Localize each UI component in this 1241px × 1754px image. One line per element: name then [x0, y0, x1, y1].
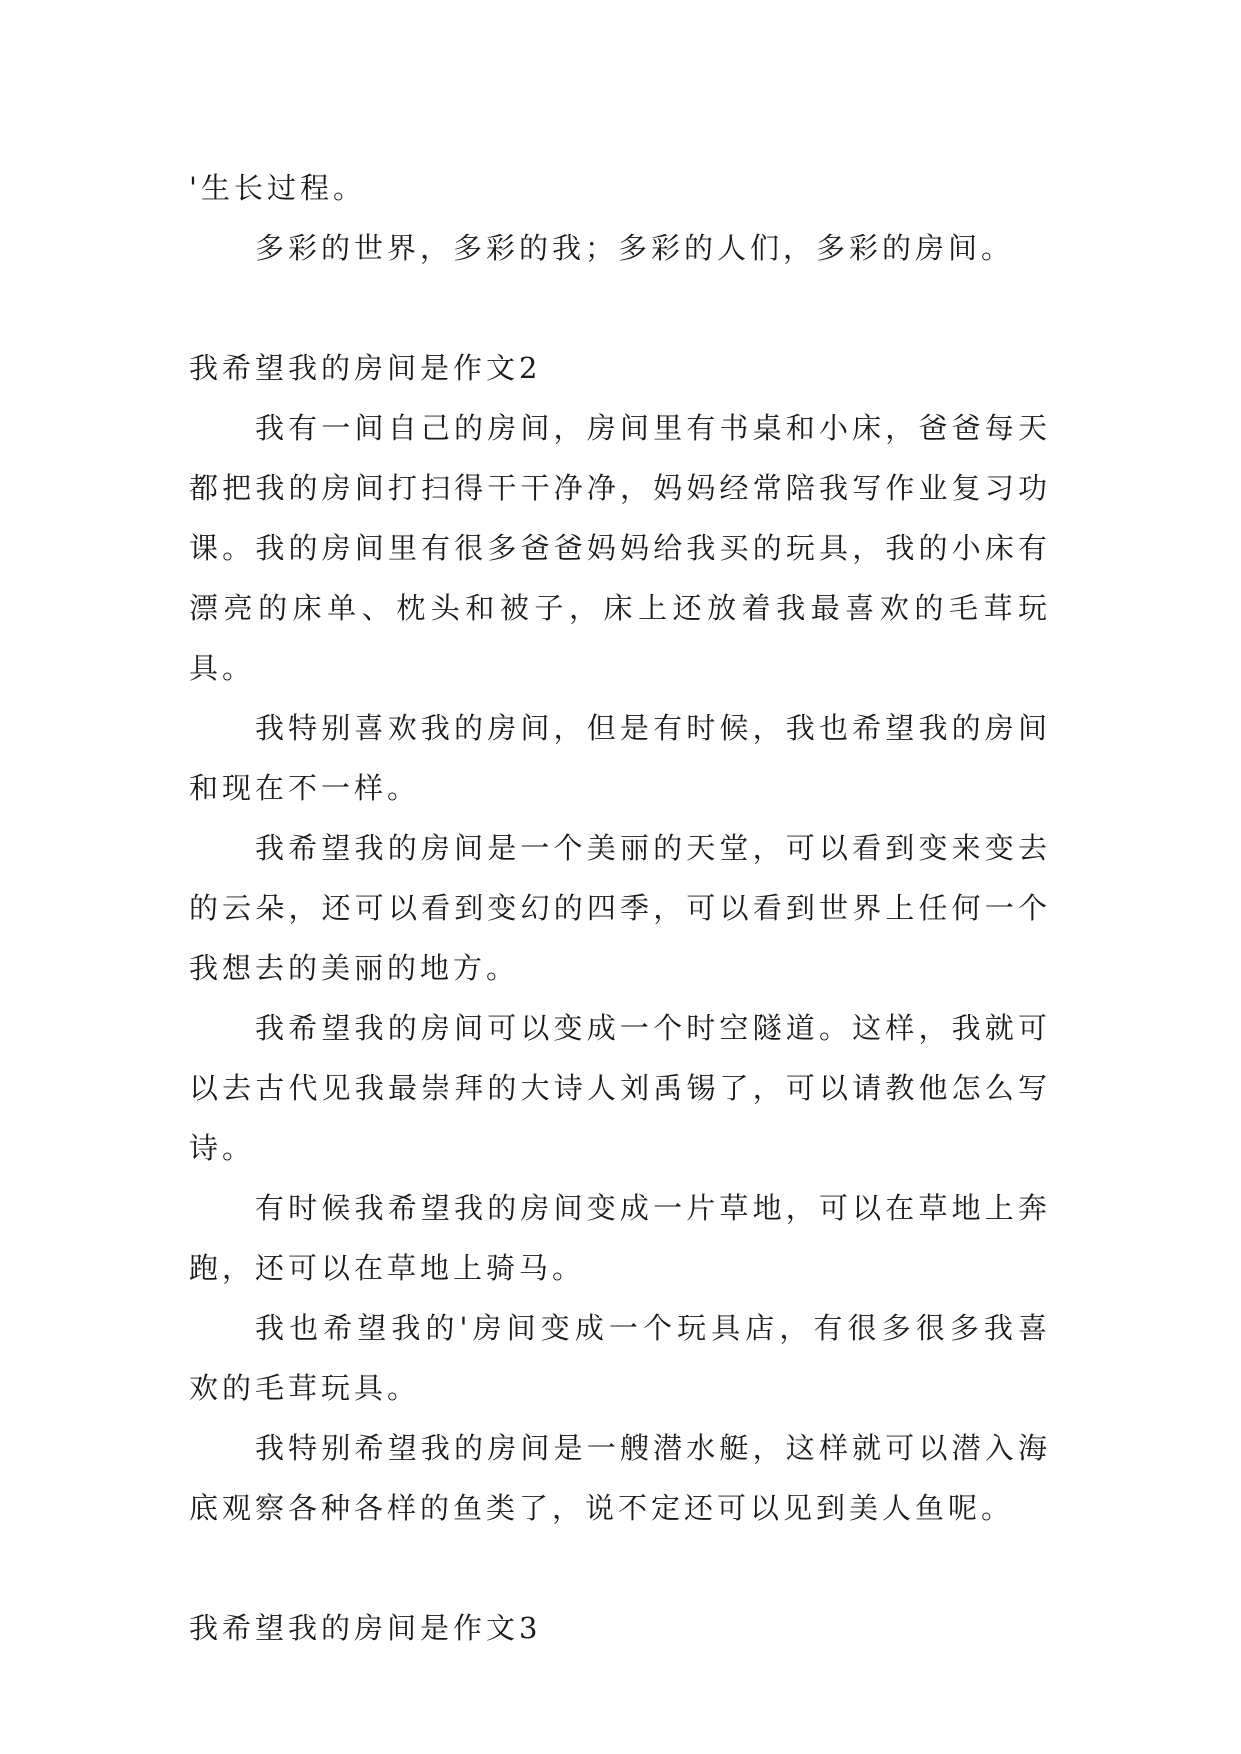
section-gap: [189, 1538, 1051, 1598]
section-title-3: 我希望我的房间是作文3: [189, 1611, 542, 1645]
paragraph: 我也希望我的'房间变成一个玩具店，有很多很多我喜欢的毛茸玩具。: [189, 1311, 1051, 1405]
paragraph-summary: 多彩的世界，多彩的我；多彩的人们，多彩的房间。: [255, 231, 1015, 265]
paragraph-continuation: '生长过程。: [189, 171, 366, 205]
paragraph: 我特别喜欢我的房间，但是有时候，我也希望我的房间和现在不一样。: [189, 711, 1051, 805]
paragraph: 我有一间自己的房间，房间里有书桌和小床，爸爸每天都把我的房间打扫得干干净净，妈妈经常陪我写作业复习功课。我的房间里有很多爸爸妈妈给我买的玩具，我的小床有漂亮的床单、枕头和被子，床上还放着我最喜欢的毛茸玩具。: [189, 411, 1051, 685]
paragraph: 我希望我的房间是一个美丽的天堂，可以看到变来变去的云朵，还可以看到变幻的四季，可以看到世界上任何一个我想去的美丽的地方。: [189, 831, 1051, 985]
section-title-2: 我希望我的房间是作文2: [189, 351, 542, 385]
paragraph: 我特别希望我的房间是一艘潜水艇，这样就可以潜入海底观察各种各样的鱼类了，说不定还可以见到美人鱼呢。: [189, 1431, 1051, 1525]
paragraph: 我希望我的房间可以变成一个时空隧道。这样，我就可以去古代见我最崇拜的大诗人刘禹锡了，可以请教他怎么写诗。: [189, 1011, 1051, 1165]
section-gap: [189, 278, 1051, 338]
document-body: [189, 158, 1051, 1658]
paragraph: 有时候我希望我的房间变成一片草地，可以在草地上奔跑，还可以在草地上骑马。: [189, 1191, 1051, 1285]
